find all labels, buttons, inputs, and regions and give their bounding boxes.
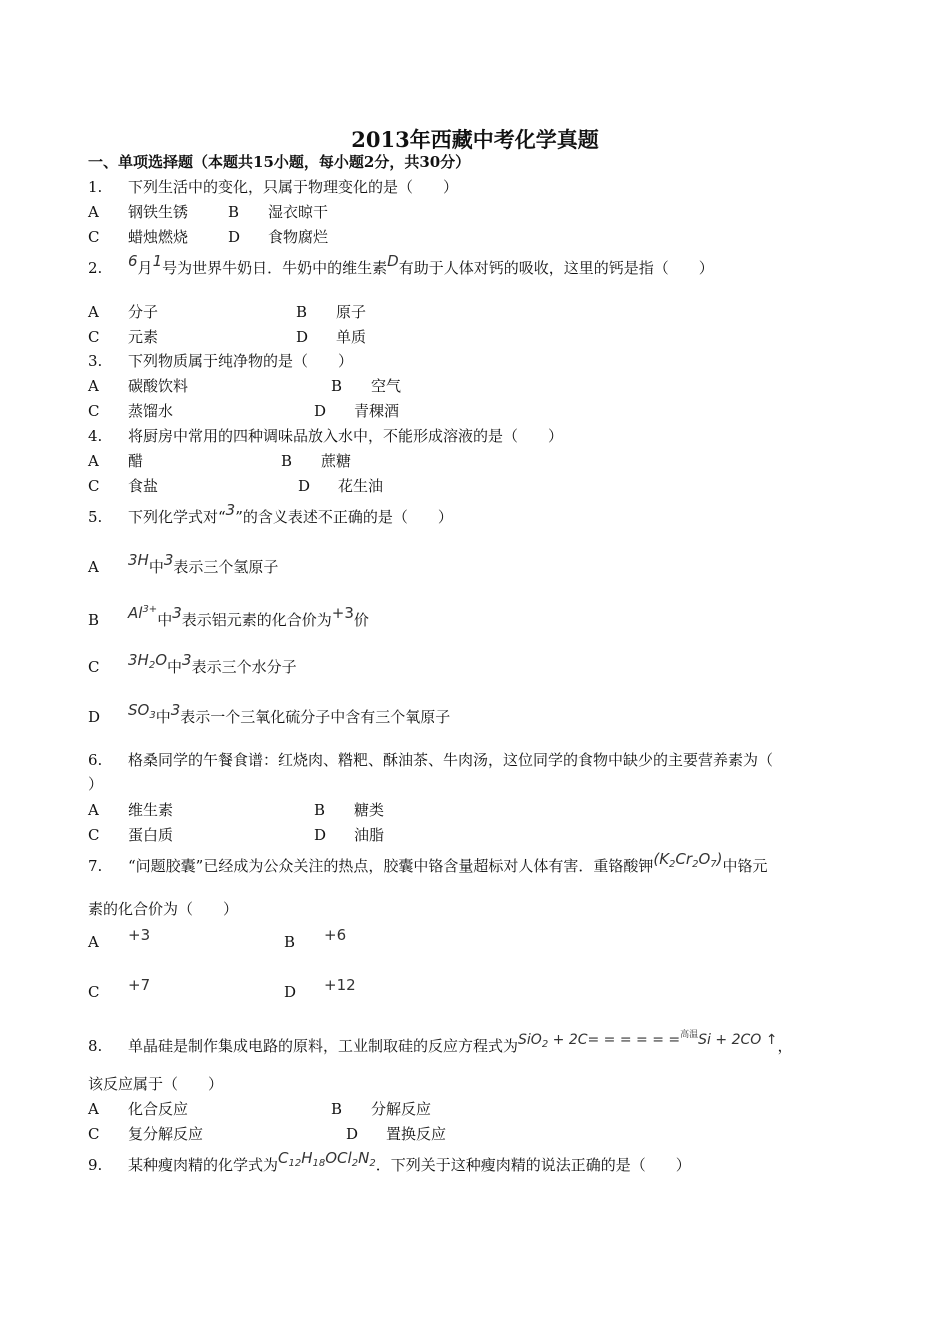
question-8-cont: 该反应属于（ ） <box>88 1075 224 1093</box>
option-c: C 蛋白质 <box>88 826 174 844</box>
math-d: D <box>387 252 399 270</box>
math-3: 3 <box>225 501 236 519</box>
option-a: A 化合反应 <box>88 1100 189 1118</box>
option-a: A 分子 <box>88 303 159 321</box>
option-a: A 维生素 <box>88 801 174 819</box>
question-stem: 下列生活中的变化，只属于物理变化的是（ ） <box>128 178 459 196</box>
option-a: A 3H中3表示三个氢原子 <box>88 551 279 576</box>
option-c: C +7 <box>88 976 151 1001</box>
option-d: D 置换反应 <box>346 1125 447 1143</box>
option-a: A +3 <box>88 926 151 951</box>
page-title: 2013年西藏中考化学真题 <box>351 127 599 152</box>
reaction-equation: SiO$_2$ + 2C= = = = = =$^{高温}$Si + 2CO ↑ <box>518 1030 778 1050</box>
question-7: 7. “问题胶囊”已经成为公众关注的热点，胶囊中铬含量超标对人体有害．重铬酸钾$(K_2Cr_2O_7)$中铬元 <box>88 850 768 875</box>
option-b: B 原子 <box>296 303 367 321</box>
option-d: D 花生油 <box>298 477 384 495</box>
option-d: D $SO_3$中3表示一个三氧化硫分子中含有三个氧原子 <box>88 701 451 726</box>
option-b: B 蔗糖 <box>281 452 352 470</box>
option-d: D +12 <box>284 976 356 1001</box>
option-b: B 空气 <box>331 377 402 395</box>
question-6-cont: ） <box>88 775 104 793</box>
math-1: 1 <box>152 252 163 270</box>
option-a: A 碳酸饮料 <box>88 377 189 395</box>
option-c: C 食盐 <box>88 477 159 495</box>
option-c: C 蒸馏水 <box>88 402 174 420</box>
question-2: 2. 6月1号为世界牛奶日．牛奶中的维生素D有助于人体对钙的吸收，这里的钙是指（ ） <box>88 252 714 277</box>
formula-al3plus: $Al^{3+}$ <box>128 604 158 622</box>
option-c: C $3H_2O$中3表示三个水分子 <box>88 651 297 676</box>
section-heading: 一、单项选择题（本题共15小题，每小题2分，共30分） <box>88 153 471 171</box>
option-b: B $Al^{3+}$中3表示铝元素的化合价为+3价 <box>88 604 369 629</box>
option-d: D 食物腐烂 <box>228 228 329 246</box>
option-b: B 糖类 <box>314 801 385 819</box>
question-3: 3. 下列物质属于纯净物的是（ ） <box>88 352 354 370</box>
option-b: B 湿衣晾干 <box>228 203 329 221</box>
option-c: C 蜡烛燃烧 <box>88 228 189 246</box>
option-b: B +6 <box>284 926 347 951</box>
option-d: D 青稞酒 <box>314 402 400 420</box>
question-4: 4. 将厨房中常用的四种调味品放入水中，不能形成溶液的是（ ） <box>88 427 564 445</box>
formula-k2cr2o7: $(K_2Cr_2O_7)$ <box>653 850 723 870</box>
option-d: D 油脂 <box>314 826 385 844</box>
option-b: B 分解反应 <box>331 1100 432 1118</box>
option-c: C 复分解反应 <box>88 1125 204 1143</box>
question-1 <box>88 177 458 197</box>
question-5: 5. 下列化学式对“3”的含义表述不正确的是（ ） <box>88 501 453 526</box>
question-8: 8. 单晶硅是制作集成电路的原料，工业制取硅的反应方程式为SiO$_2$ + 2C= = = = = =$^{高温}$Si + 2CO ↑， <box>88 1030 793 1055</box>
math-6: 6 <box>128 252 138 270</box>
question-number: 1. <box>88 178 103 196</box>
question-9: 9. 某种瘦肉精的化学式为$C_{12}H_{18}OCl_2N_2$．下列关于这种瘦肉精的说法正确的是（ ） <box>88 1149 691 1174</box>
formula-3h: 3H <box>128 551 149 569</box>
formula-clenbuterol: $C_{12}H_{18}OCl_2N_2$ <box>278 1149 376 1169</box>
formula-so3: $SO_3$ <box>128 701 156 721</box>
option-a: A 钢铁生锈 <box>88 203 189 221</box>
question-6: 6. 格桑同学的午餐食谱：红烧肉、糌粑、酥油茶、牛肉汤，这位同学的食物中缺少的主要营养素为（ <box>88 751 774 769</box>
option-c: C 元素 <box>88 328 159 346</box>
question-7-cont: 素的化合价为（ ） <box>88 900 239 918</box>
formula-3h2o: $3H_2O$ <box>128 651 168 671</box>
option-d: D 单质 <box>296 328 367 346</box>
option-a: A 醋 <box>88 452 144 470</box>
